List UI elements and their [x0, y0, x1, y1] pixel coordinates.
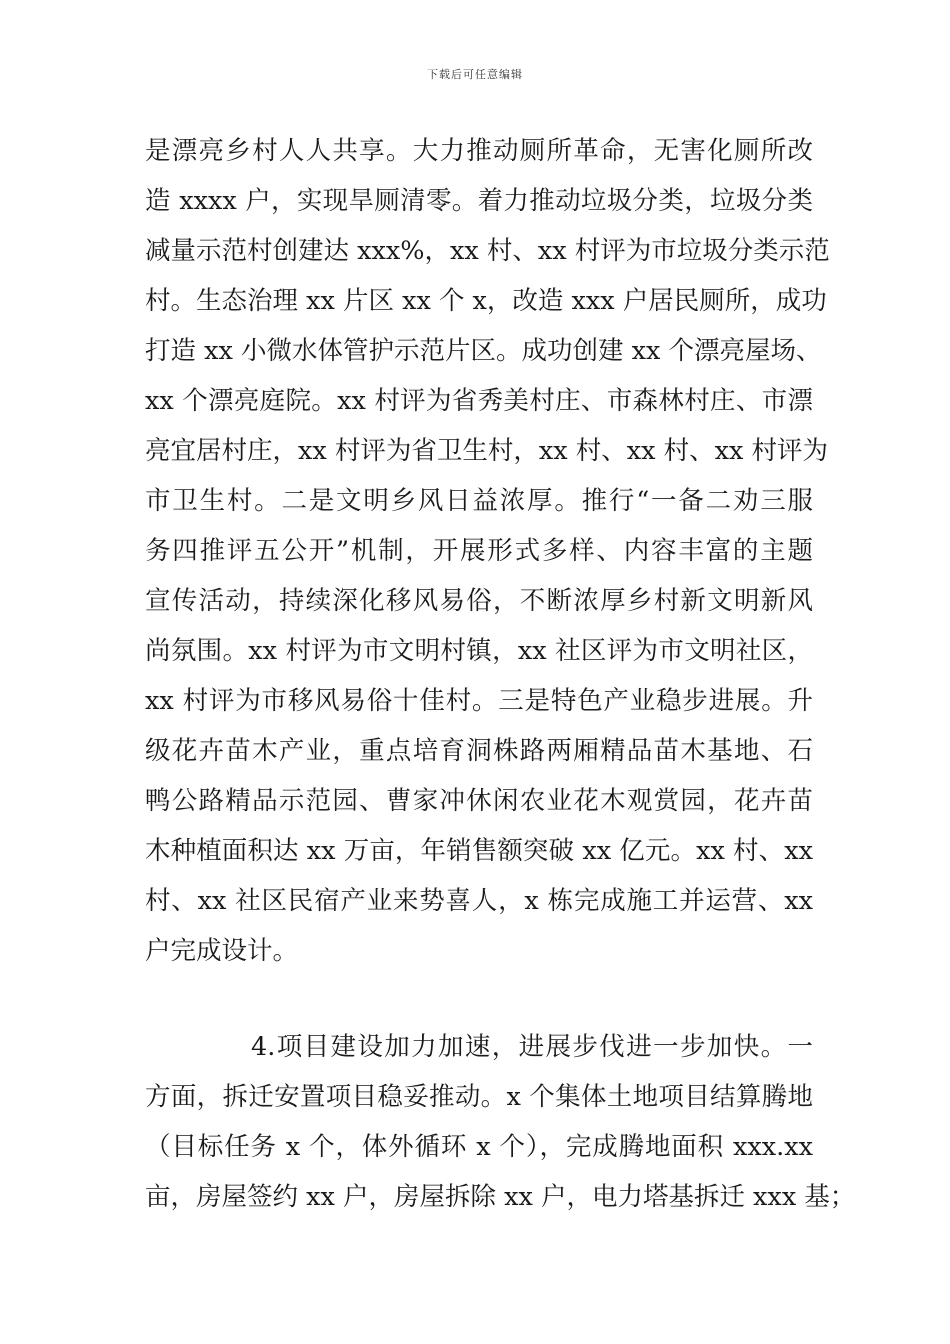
text-line: 级花卉苗木产业，重点培育洞株路两厢精品苗木基地、石: [145, 736, 813, 766]
text-line: 方面，拆迁安置项目稳妥推动。x 个集体土地项目结算腾地: [145, 1082, 813, 1112]
text-line: 打造 xx 小微水体管护示范片区。成功创建 xx 个漂亮屋场、: [145, 336, 822, 366]
text-line: xx 村评为市移风易俗十佳村。三是特色产业稳步进展。升: [145, 686, 813, 716]
paragraph-2: [145, 1022, 856, 1222]
paragraph-1: [145, 126, 830, 976]
text-line: 市卫生村。二是文明乡风日益浓厚。推行“一备二劝三服: [145, 486, 813, 516]
text-line: 村、xx 社区民宿产业来势喜人，x 栋完成施工并运营、xx: [145, 886, 813, 916]
text-line: 造 xxxx 户，实现旱厕清零。着力推动垃圾分类，垃圾分类: [145, 186, 813, 216]
text-line: xx 个漂亮庭院。xx 村评为省秀美村庄、市森林村庄、市漂: [145, 386, 813, 416]
text-line: 宣传活动，持续深化移风易俗，不断浓厚乡村新文明新风: [145, 586, 813, 616]
text-line: （目标任务 x 个，体外循环 x 个），完成腾地面积 xxx.xx: [145, 1132, 813, 1162]
text-line-heading: 4.项目建设加力加速，进展步伐进一步加快。一: [251, 1032, 813, 1062]
text-line: 村。生态治理 xx 片区 xx 个 x，改造 xxx 户居民厕所，成功: [145, 286, 827, 316]
text-line: 木种植面积达 xx 万亩，年销售额突破 xx 亿元。xx 村、xx: [145, 836, 813, 866]
page-header: 下载后可任意编辑: [427, 68, 523, 81]
text-line: 户完成设计。: [145, 936, 299, 966]
text-line: 减量示范村创建达 xxx%，xx 村、xx 村评为市垃圾分类示范: [145, 236, 830, 266]
text-line: 亩，房屋签约 xx 户，房屋拆除 xx 户，电力塔基拆迁 xxx 基；: [145, 1182, 856, 1212]
text-line: 是漂亮乡村人人共享。大力推动厕所革命，无害化厕所改: [145, 136, 813, 166]
text-line: 鸭公路精品示范园、曹家冲休闲农业花木观赏园，花卉苗: [145, 786, 813, 816]
text-line: 尚氛围。xx 村评为市文明村镇，xx 社区评为市文明社区，: [145, 636, 813, 666]
text-line: 务四推评五公开”机制，开展形式多样、内容丰富的主题: [145, 536, 813, 566]
text-line: 亮宜居村庄，xx 村评为省卫生村，xx 村、xx 村、xx 村评为: [145, 436, 828, 466]
